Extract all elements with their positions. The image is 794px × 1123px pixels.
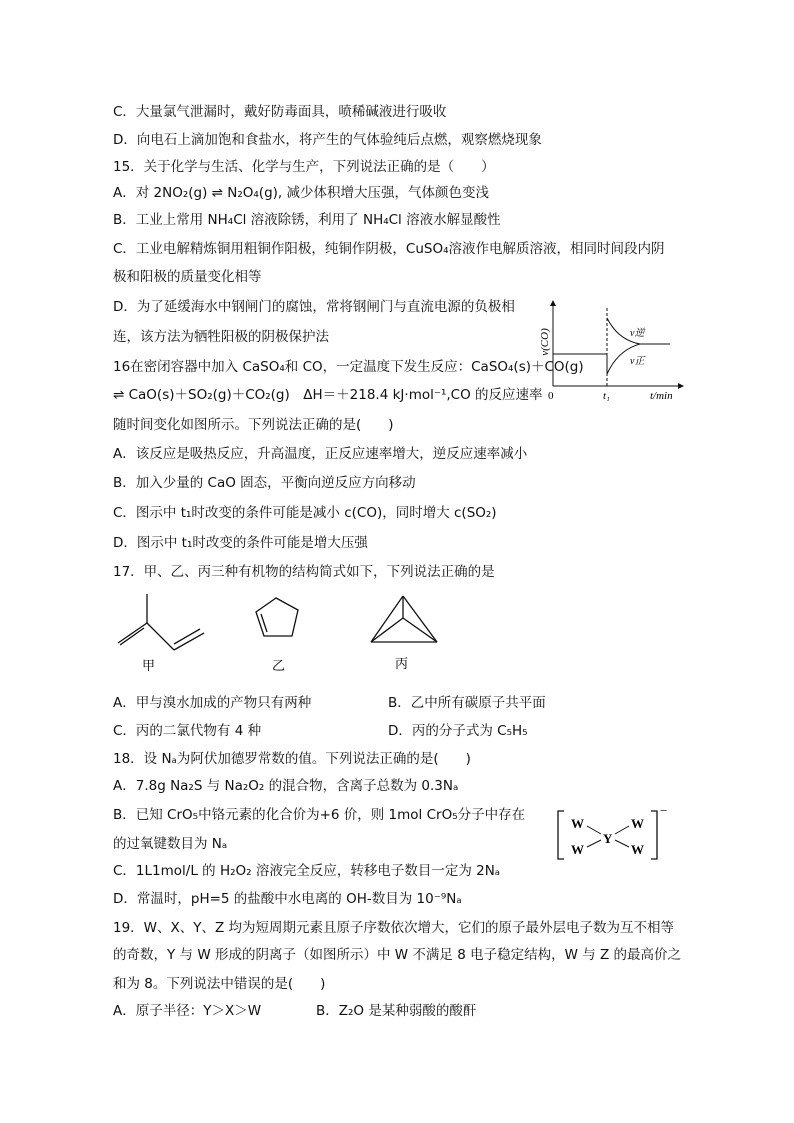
graph-ylabel: v(CO) [539, 328, 551, 356]
question-15-option-d-line2: 连，该方法为牺牲阳极的阴极保护法 [113, 329, 329, 345]
question-15-option-b: B．工业上常用 NH₄Cl 溶液除锈，利用了 NH₄Cl 溶液水解显酸性 [113, 212, 501, 228]
question-16-option-a: A．该反应是吸热反应，升高温度，正反应速率增大，逆反应速率减小 [113, 446, 528, 462]
graph-t1-label: t₁ [603, 390, 610, 402]
question-16-line2: ⇌ CaO(s)＋SO₂(g)＋CO₂(g) ΔH＝＋218.4 kJ·mol⁻¹,CO 的反应速率 [113, 387, 543, 403]
question-16-line3: 随时间变化如图所示。下列说法正确的是( ) [113, 417, 394, 433]
graph-xlabel: t/min [650, 390, 673, 402]
question-17-option-d: D．丙的分子式为 C₅H₅ [388, 723, 528, 739]
question-18-option-c: C．1L1mol/L 的 H₂O₂ 溶液完全反应，转移电子数目一定为 2Nₐ [113, 863, 501, 879]
question-19-option-a: A．原子半径：Y＞X＞W [113, 1003, 262, 1019]
question-15-option-d-line1: D．为了延缓海水中钢闸门的腐蚀，常将钢闸门与直流电源的负极相 [113, 299, 515, 315]
question-19-line2: 的奇数，Y 与 W 形成的阴离子（如图所示）中 W 不满足 8 电子稳定结构，W 与 Z 的最高价之 [113, 947, 682, 963]
question-18-option-d: D．常温时，pH=5 的盐酸中水电离的 OH-数目为 10⁻⁹Nₐ [113, 891, 462, 907]
structure-jia [110, 590, 210, 675]
structure-bing [365, 590, 445, 675]
anion-w-top-left: W [571, 816, 584, 831]
anion-w-bottom-left: W [571, 842, 584, 857]
structure-jia-label: 甲 [142, 659, 156, 674]
question-16-option-d: D．图示中 t₁时改变的条件可能是增大压强 [113, 535, 368, 551]
question-17-option-b: B．乙中所有碳原子共平面 [388, 695, 546, 711]
anion-structure [555, 805, 675, 865]
question-17-option-c: C．丙的二氯代物有 4 种 [113, 723, 262, 739]
question-17: 17．甲、乙、丙三种有机物的结构简式如下，下列说法正确的是 [113, 564, 495, 580]
line-d-calcium-carbide: D．向电石上滴加饱和食盐水，将产生的气体验纯后点燃，观察燃烧现象 [113, 132, 542, 148]
structure-yi-label: 乙 [272, 659, 286, 674]
graph-v-reverse-label: v逆 [630, 328, 645, 339]
rate-time-graph [530, 298, 690, 406]
question-19-line1: 19．W、X、Y、Z 均为短周期元素且原子序数依次增大，它们的原子最外层电子数为互不相等 [113, 920, 675, 936]
question-15-option-c-line1: C．工业电解精炼铜用粗铜作阳极，纯铜作阴极，CuSO₄溶液作电解质溶液，相同时间段内阴 [113, 241, 665, 257]
structure-yi [248, 592, 328, 677]
question-16-line1: 16在密闭容器中加入 CaSO₄和 CO，一定温度下发生反应：CaSO₄(s)＋CO(g) [113, 359, 584, 375]
question-18-option-a: A．7.8g Na₂S 与 Na₂O₂ 的混合物，含离子总数为 0.3Nₐ [113, 778, 459, 794]
question-15-option-a: A．对 2NO₂(g) ⇌ N₂O₄(g), 减少体积增大压强，气体颜色变浅 [113, 185, 489, 201]
anion-w-top-right: W [631, 816, 644, 831]
graph-origin-label: 0 [548, 390, 554, 402]
question-18-option-b-line1: B．已知 CrO₅中铬元素的化合价为+6 价，则 1mol CrO₅分子中存在 [113, 807, 526, 823]
question-18-option-b-line2: 的过氧键数目为 Nₐ [113, 836, 228, 852]
question-16-option-c: C．图示中 t₁时改变的条件可能是减小 c(CO)，同时增大 c(SO₂) [113, 505, 497, 521]
question-15: 15．关于化学与生活、化学与生产，下列说法正确的是（ ） [113, 159, 495, 175]
question-17-option-a: A．甲与溴水加成的产物只有两种 [113, 695, 312, 711]
graph-y-arrow [550, 300, 556, 306]
anion-y: Y [603, 831, 613, 846]
question-18: 18．设 Nₐ为阿伏加德罗常数的值。下列说法正确的是( ) [113, 751, 471, 767]
graph-initial-rate-line [553, 354, 607, 374]
graph-v-forward-label: v正 [630, 356, 645, 367]
question-19-option-b: B．Z₂O 是某种弱酸的酸酐 [316, 1003, 477, 1019]
anion-charge: − [660, 805, 668, 818]
structure-bing-label: 丙 [395, 657, 409, 672]
question-16-option-b: B．加入少量的 CaO 固态，平衡向逆反应方向移动 [113, 475, 416, 491]
line-c-chlorine: C．大量氯气泄漏时，戴好防毒面具，喷稀碱液进行吸收 [113, 104, 447, 120]
question-19-line3: 和为 8。下列说法中错误的是( ) [113, 976, 326, 992]
graph-x-arrow [678, 383, 684, 389]
question-15-option-c-line2: 极和阳极的质量变化相等 [113, 269, 262, 285]
anion-w-bottom-right: W [631, 842, 644, 857]
